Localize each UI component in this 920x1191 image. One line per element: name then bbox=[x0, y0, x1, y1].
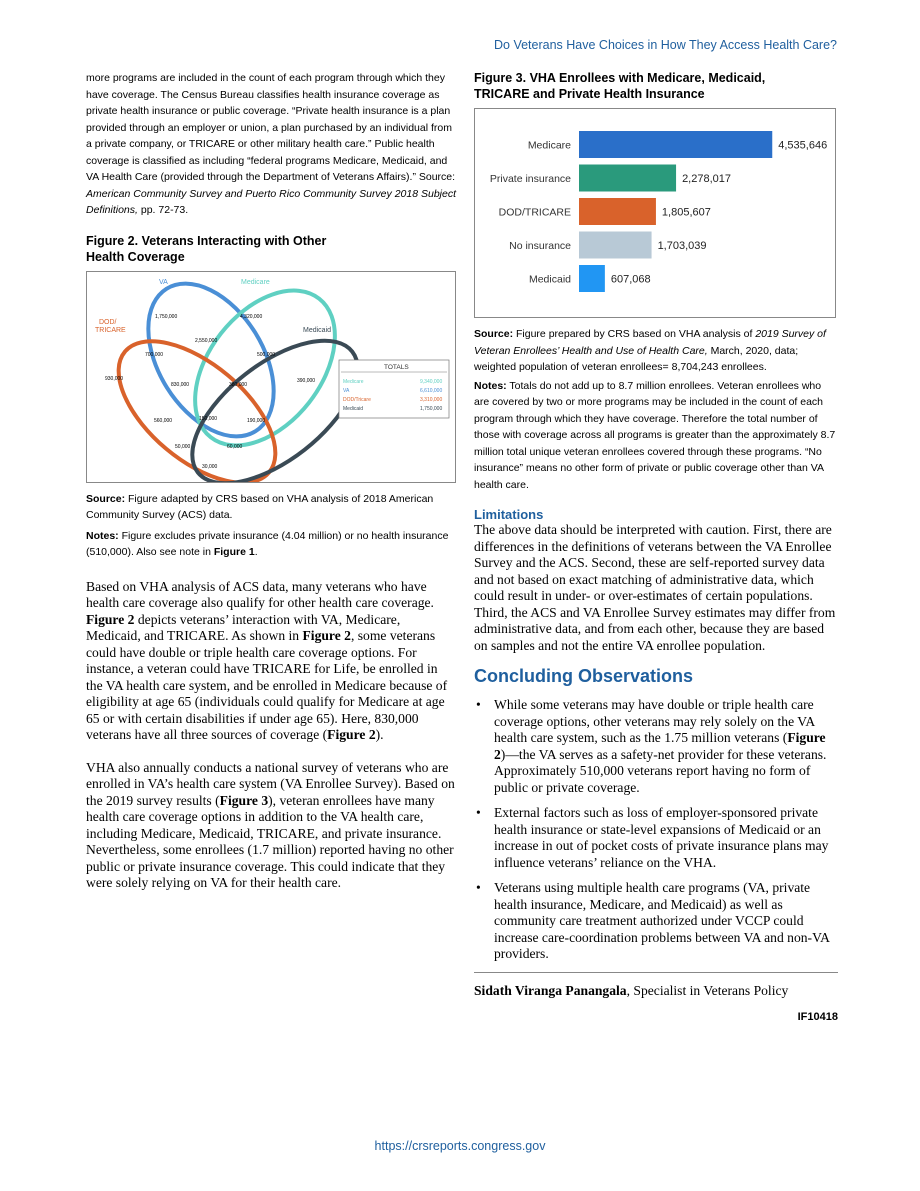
totals-value-2: 3,310,000 bbox=[420, 396, 443, 403]
document-id: IF10418 bbox=[797, 1010, 838, 1023]
bar-value-label: 1,805,607 bbox=[661, 206, 711, 219]
limitations-text: The above data should be interpreted with caution. First, there are differences in the definitions of veterans between the VA Enrollee Survey and the ACS. Second, these are self-reported survey data and not based on exact matching of administrative data, which could result in under- or over-estimates of certain populations. Third, the ACS and VA Enrollee Survey estimates may differ from administrative data, and from each other, because they are based on samples and not the entire VA enrollee population. bbox=[474, 522, 836, 653]
venn-r560: 560,000 bbox=[154, 417, 173, 424]
intro-note: more programs are included in the count of each program through which they have coverage. The Census Bureau classifies health insurance coverage as private health insurance or public coverage. “Private health insurance is a plan provided through an employer or union, a plan purchased by an individual from a private company, or TRICARE or other military health care.” Public health coverage is classified as including “federal programs Medicare, Medicaid, and VA Health Care (provided through the Department of Veterans Affairs).” Source: American Community Survey and Puerto Rico Community Survey 2018 Subject Definitions, pp. 72-73. bbox=[86, 72, 456, 216]
body-paragraph-2: VHA also annually conducts a national survey of veterans who are enrolled in VA’s health care system (VA Enrollee Survey). Based on the 2019 survey results (Figure 3), veteran enrollees have many health care coverage options in addition to the VA health care, including Medicare, Medicaid, TRICARE, and private insurance. Nevertheless, some enrollees (1.7 million) reported having no other public or private insurance coverage. This could indicate that they were solely relying on VA for their health care. bbox=[86, 759, 455, 890]
totals-title: TOTALS bbox=[384, 363, 409, 371]
venn-med-mcd: 500,000 bbox=[257, 351, 276, 358]
conclusion-list bbox=[474, 697, 838, 963]
venn-va-only: 1,750,000 bbox=[155, 313, 178, 320]
venn-medicare-only: 4,320,000 bbox=[240, 313, 263, 320]
bar bbox=[579, 232, 652, 259]
bar-value-label: 1,703,039 bbox=[657, 240, 707, 252]
conclusion-heading: Concluding Observations bbox=[474, 666, 694, 686]
body-paragraph-1: Based on VHA analysis of ACS data, many veterans who have health care coverage also qualify for other health care coverage. Figure 2 depicts veterans’ interaction with VA, Medicare, Medicaid, and TRICARE. As shown in Figure 2, some veterans could have double or triple health care coverage options. For instance, a veteran could have TRICARE for Life, be enrolled in the VA health care system, and be enrolled in Medicare because of eligibility at age 65 (individuals could qualify for Medicare at age 65 or with certain disabilities if under age 65). Here, 830,000 veterans have all three sources of coverage (Figure 2). bbox=[86, 578, 448, 742]
venn-label-dod-2: TRICARE bbox=[95, 326, 126, 334]
bar-category-label: No insurance bbox=[509, 240, 571, 252]
figure2-source: Source: Figure adapted by CRS based on VHA analysis of 2018 American Community Survey (ACS) data. bbox=[86, 492, 434, 521]
figure3-notes: Notes: Totals do not add up to 8.7 million enrollees. Veteran enrollees who are covered by two or more programs may be included in the count of each program through which they have coverage. Therefore the total number of those with coverage across all programs is greater than the approximately 8.7 million total unique veteran enrollees covered through these programs. “No insurance” means no other form of private or public coverage other than VA health care. bbox=[474, 379, 836, 491]
venn-r150: 150,000 bbox=[199, 415, 218, 422]
totals-name-0: Medicare bbox=[343, 378, 364, 385]
footer-url[interactable]: https://crsreports.congress.gov bbox=[374, 1139, 546, 1153]
right-column bbox=[474, 70, 838, 1023]
venn-r60: 60,000 bbox=[227, 443, 243, 450]
venn-r50: 50,000 bbox=[175, 443, 191, 450]
totals-value-0: 9,340,000 bbox=[420, 378, 443, 385]
venn-mcd-only: 390,000 bbox=[297, 377, 316, 384]
bar-category-label: Medicare bbox=[527, 139, 571, 152]
author-line: Sidath Viranga Panangala, Specialist in Veterans Policy bbox=[474, 982, 789, 998]
figure3-source: Source: Figure prepared by CRS based on VHA analysis of 2019 Survey of Veteran Enrollees’ Health and Use of Health Care, March, 2020, data; weighted population of veteran enrollees= 8,704,243 enrollees. bbox=[474, 328, 826, 373]
venn-label-va: VA bbox=[159, 278, 168, 286]
venn-dod-va: 700,000 bbox=[145, 351, 164, 358]
bar-category-label: Medicaid bbox=[528, 273, 571, 286]
figure2-title: Figure 2. Veterans Interacting with Other Health Coverage bbox=[86, 233, 327, 264]
venn-label-medicaid: Medicaid bbox=[303, 326, 332, 334]
bar bbox=[579, 198, 656, 225]
venn-dod-va-med: 830,000 bbox=[171, 381, 190, 388]
figure2-venn-diagram bbox=[86, 271, 456, 483]
limitations-heading: Limitations bbox=[474, 507, 544, 522]
venn-dod-only: 930,000 bbox=[105, 375, 124, 382]
venn-va-medicare: 2,550,000 bbox=[195, 337, 218, 344]
figure3-title: Figure 3. VHA Enrollees with Medicare, Medicaid, TRICARE and Private Health Insurance bbox=[474, 71, 766, 101]
bar bbox=[579, 131, 772, 158]
venn-label-medicare: Medicare bbox=[241, 278, 270, 286]
running-header: Do Veterans Have Choices in How They Access Health Care? bbox=[494, 38, 837, 52]
conclusion-bullet-3: • Veterans using multiple health care programs (VA, private health insurance, Medicare, and Medicaid) as well as community care treatment authorized under VCCP could increase care-coordination problems between VA and non-VA providers. bbox=[494, 880, 838, 963]
totals-name-2: DOD/Tricare bbox=[343, 396, 371, 403]
venn-va-med-mcd: 380,000 bbox=[229, 381, 248, 388]
venn-r30: 30,000 bbox=[202, 463, 218, 470]
venn-r190: 190,000 bbox=[247, 417, 266, 424]
totals-value-3: 1,750,000 bbox=[420, 405, 443, 412]
figure2-notes: Notes: Figure excludes private insurance (4.04 million) or no health insurance (510,000). Also see note in Figure 1. bbox=[86, 529, 449, 558]
bar-value-label: 2,278,017 bbox=[682, 173, 732, 185]
bar-value-label: 4,535,646 bbox=[778, 139, 828, 152]
conclusion-bullet-2: • External factors such as loss of employer-sponsored private health insurance or state-level expansions of Medicaid or an increase in out of pocket costs of private insurance plans may influence veterans’ reliance on the VHA. bbox=[494, 805, 838, 871]
author-divider bbox=[474, 972, 838, 973]
venn-label-dod-1: DOD/ bbox=[99, 318, 117, 326]
bar-category-label: Private insurance bbox=[489, 173, 571, 185]
bar-category-label: DOD/TRICARE bbox=[498, 206, 571, 219]
totals-name-1: VA bbox=[343, 387, 350, 394]
totals-value-1: 6,610,000 bbox=[420, 387, 443, 394]
conclusion-bullet-1: • While some veterans may have double or triple health care coverage options, other veterans may rely solely on the VA health care system, such as the 1.75 million veterans (Figure 2)—the VA serves as a safety-net provider for these veterans. Approximately 510,000 veterans report having no form of public or private coverage. bbox=[494, 697, 838, 796]
venn-totals-box bbox=[339, 360, 449, 418]
figure3-bar-chart bbox=[474, 108, 836, 318]
totals-name-3: Medicaid bbox=[343, 405, 364, 412]
bar bbox=[579, 165, 676, 192]
left-column bbox=[86, 70, 456, 892]
bar bbox=[579, 265, 605, 292]
bar-value-label: 607,068 bbox=[610, 273, 651, 286]
